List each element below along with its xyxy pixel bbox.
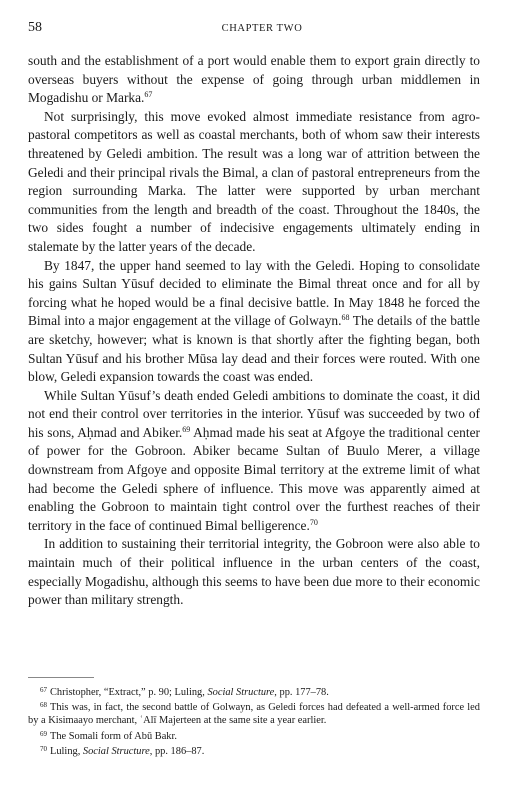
footnote-reference: 68 (341, 313, 350, 323)
paragraph (28, 387, 480, 536)
text-run: south and the establishment of a port would enable them to export grain directly to overseas buyers without the expense of going through urban middlemen in Mogadishu or Marka. (28, 53, 480, 106)
text-run: While Sultan Yūsuf’s death ended Geledi ambitions to dominate the coast, it did not end their control over territories in the interior. Yūsuf was succeeded by two of his sons, Aḥmad and Abiker. (28, 387, 480, 440)
footnote (28, 684, 480, 699)
page-number: 58 (28, 20, 42, 35)
text-run: The Somali form of Abū Bakr. (50, 730, 177, 742)
footnote-rule (28, 677, 94, 678)
text-run: The details of the battle are sketchy, however; what is known is that shortly after the fighting began, both Sultan Yūsuf and his brother Mūsa lay dead and their forces were routed. With one blow, Geledi expansion towards the coast was ended. (28, 313, 480, 385)
text-run: , pp. 177–78. (274, 687, 329, 698)
paragraph (28, 257, 480, 387)
footnote-reference: 70 (309, 517, 318, 527)
paragraph (28, 108, 480, 257)
footnotes (28, 684, 480, 758)
footnote-number: 69 (40, 729, 47, 738)
italic-title: Social Structure (82, 745, 150, 757)
footnote (28, 728, 480, 743)
text-run: This was, in fact, the second battle of Golwayn, as Geledi forces had defeated a well-armed force led by a Kisimaayo merchant, ʿAlī Majerteen at the same site a year earlier. (28, 702, 480, 727)
text-run: , pp. 186–87. (149, 745, 205, 757)
text-run: By 1847, the upper hand seemed to lay with the Geledi. Hoping to consolidate his gains Sultan Yūsuf decided to eliminate the Bimal threat once and for all by forcing what he hoped would be a final decisive battle. In May 1848 he forced the Bimal into a major engagement at the village of Golwayn. (28, 257, 480, 329)
footnote (28, 743, 480, 758)
text-run: Not surprisingly, this move evoked almost immediate resistance from agro-pastoral competitors as well as coastal merchants, both of whom saw their interests threatened by Geledi ambition. The result was a long war of attrition between the Geledi and their principal rivals the Bimal, a clan of pastoral entrepreneurs from the region surrounding Marka. The latter were supported by urban merchant communities from the length and breadth of the coast. Throughout the 1840s, the two sides fought a number of indecisive engagements ultimately ending in stalemate by the latter years of the decade. (28, 108, 480, 254)
body-text (28, 52, 480, 610)
text-run: Christopher, “Extract,” p. 90; Luling, (50, 687, 208, 698)
paragraph (28, 535, 480, 609)
text-run: In addition to sustaining their territorial integrity, the Gobroon were also able to maintain much of their political influence in the urban centers of the coast, especially Mogadishu, although this seems to have been due more to their economic power than military strength. (28, 536, 480, 608)
footnote (28, 699, 480, 727)
footnote-reference: 69 (182, 424, 191, 434)
footnote-number: 67 (40, 686, 47, 694)
text-run: Luling, (50, 745, 83, 757)
running-head: CHAPTER TWO (221, 23, 303, 34)
footnote-number: 70 (40, 744, 47, 753)
paragraph (28, 52, 480, 108)
text-run: Aḥmad made his seat at Afgoye the traditional center of power for the Gobroon. Abiker became Sultan of Buulo Merer, a village downstream from Afgoye and opposite Bimal territory at the extreme limit of what had become the Geledi sphere of influence. This move was apparently aimed at enabling the Gobroon to maintain tight control over the furthest reaches of their territory in the face of continued Bimal belligerence. (28, 424, 480, 533)
italic-title: Social Structure (207, 687, 275, 698)
footnote-number: 68 (40, 701, 47, 710)
footnote-reference: 67 (144, 90, 153, 100)
